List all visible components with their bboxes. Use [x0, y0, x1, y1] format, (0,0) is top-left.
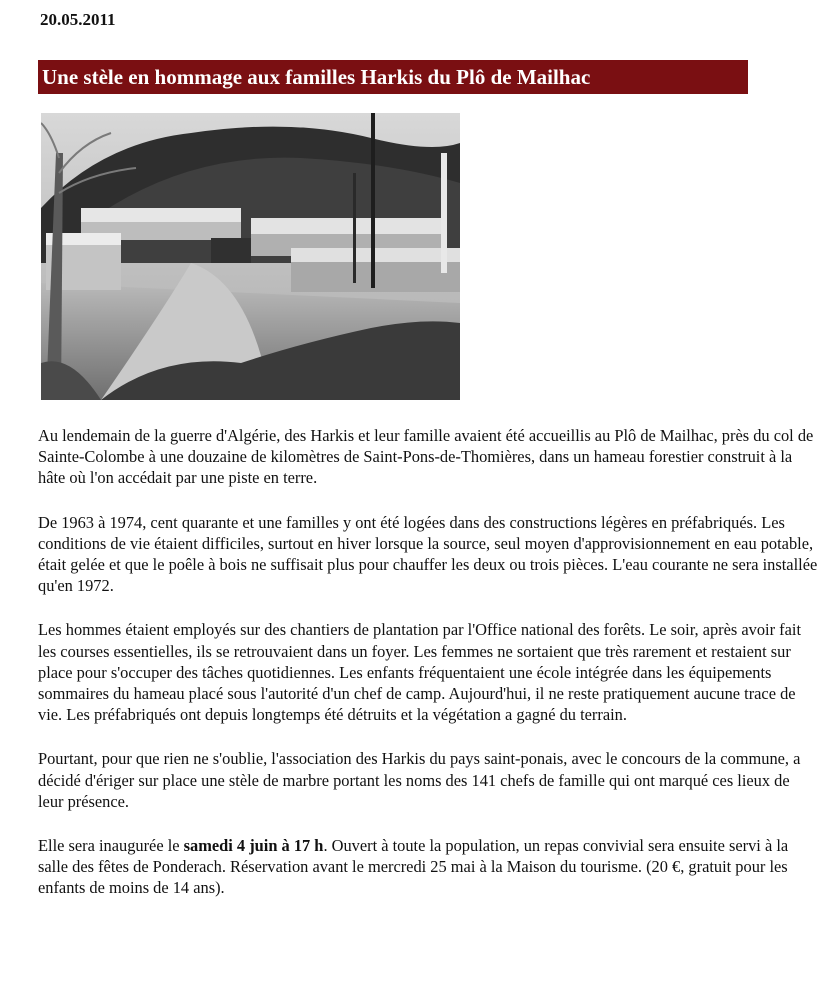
text-span: . Ouvert à toute la population, un repas convivial sera ensuite servi à la salle des fêtes de Ponderach. Réservation avant le mercredi 25 mai à la Maison du tourisme. (20 €, gratuit pour les enfants de moins de 14 ans).	[38, 836, 789, 898]
article-paragraph: De 1963 à 1974, cent quarante et une familles y ont été logées dans des constructions légères en préfabriqués. Les conditions de vie étaient difficiles, surtout en hiver lorsque la source, seul moyen d'approvisionnement en eau potable, était gelée et que le poêle à bois ne suffisait plus pour chauffer les deux ou trois pièces. L'eau courante ne sera installée qu'en 1972.	[38, 512, 818, 596]
article-body	[38, 425, 818, 922]
text-span: Elle sera inaugurée le	[38, 836, 184, 856]
photo-harkis-hamlet-icon	[41, 113, 460, 400]
article-paragraph-last	[38, 835, 818, 899]
article-date: 20.05.2011	[40, 10, 116, 29]
article-paragraph: Les hommes étaient employés sur des chantiers de plantation par l'Office national des forêts. Le soir, après avoir fait les courses essentielles, ils se retrouvaient dans un foyer. Les femmes ne sortaient que très rarement et restaient sur place pour s'occuper des tâches quotidiennes. Les enfants fréquentaient une école intégrée dans les équipements sommaires du hameau placé sous l'autorité d'un chef de camp. Aujourd'hui, il ne reste pratiquement aucune trace de vie. Les préfabriqués ont depuis longtemps été détruits et la végétation a gagné du terrain.	[38, 620, 801, 725]
event-date-bold: samedi 4 juin à 17 h	[183, 836, 324, 856]
article-paragraph: Pourtant, pour que rien ne s'oublie, l'association des Harkis du pays saint-ponais, avec le concours de la commune, a décidé d'ériger sur place une stèle de marbre portant les noms des 141 chefs de famille qui ont marqué ces lieux de leur présence.	[38, 749, 801, 811]
article-title: Une stèle en hommage aux familles Harkis du Plô de Mailhac	[38, 60, 748, 94]
article-paragraph: Au lendemain de la guerre d'Algérie, des Harkis et leur famille avaient été accueillis au Plô de Mailhac, près du col de Sainte-Colombe à une douzaine de kilomètres de Saint-Pons-de-Thomières, dans un hameau forestier construit à la hâte où l'on accédait par une piste en terre.	[38, 426, 814, 488]
article-photo	[41, 113, 460, 400]
